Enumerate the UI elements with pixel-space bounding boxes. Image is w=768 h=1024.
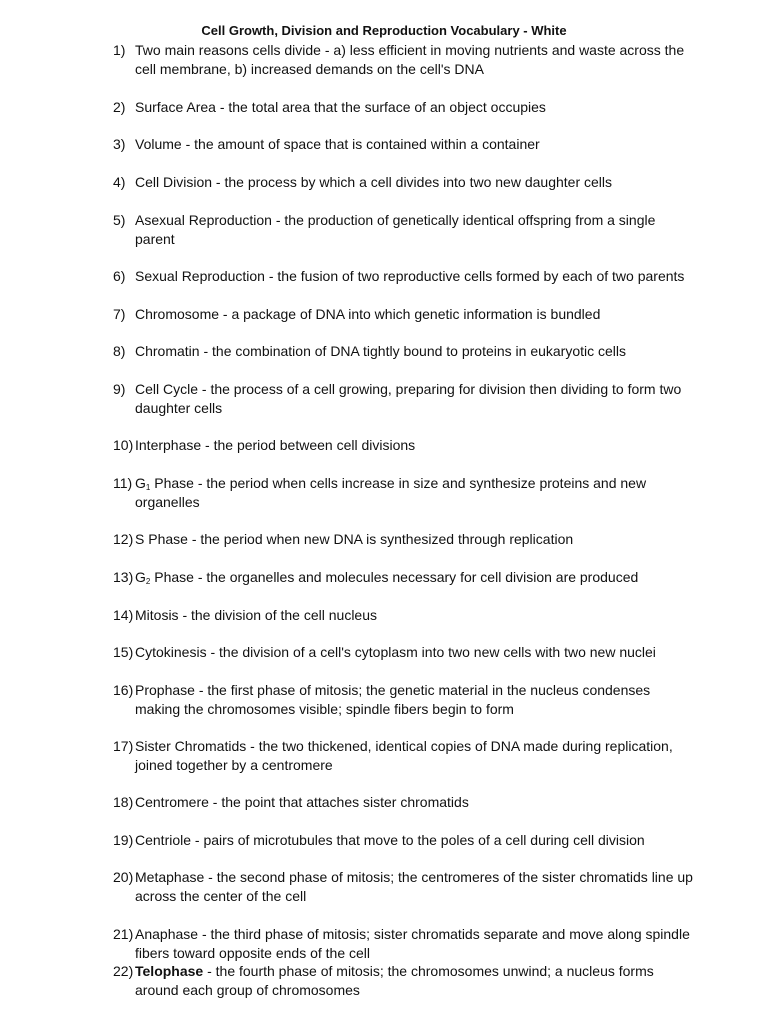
item-number: 1) [113,42,126,58]
item-number: 3) [113,136,126,152]
list-item [113,41,693,79]
item-text: Anaphase - the third phase of mitosis; sister chromatids separate and move along spindle fibers toward opposite ends of the cell [135,926,690,961]
item-number: 10) [113,437,134,453]
item-text: Metaphase - the second phase of mitosis; the centromeres of the sister chromatids line up across the center of the cell [135,869,693,904]
list-item [113,267,693,286]
list-item [113,962,693,1000]
list-item [113,380,693,418]
list-item [113,831,693,850]
list-item [113,211,693,249]
item-text: Sister Chromatids - the two thickened, identical copies of DNA made during replication, joined together by a centromere [135,738,673,773]
list-item [113,305,693,324]
list-item [113,868,693,906]
item-text: Two main reasons cells divide - a) less efficient in moving nutrients and waste across the cell membrane, b) increased demands on the cell's DNA [135,42,685,77]
list-item [113,474,693,512]
item-number: 6) [113,268,126,284]
item-number: 2) [113,99,126,115]
item-text: Interphase - the period between cell divisions [135,437,416,453]
list-item [113,342,693,361]
item-text [135,474,693,512]
item-text: Surface Area - the total area that the surface of an object occupies [135,99,546,115]
item-text: Centriole - pairs of microtubules that move to the poles of a cell during cell division [135,832,645,848]
item-number: 16) [113,682,134,698]
phase-subscript: 2 [145,577,151,586]
list-item [113,737,693,775]
item-text [135,568,693,587]
item-number: 4) [113,174,126,190]
item-definition: Phase - the organelles and molecules necessary for cell division are produced [150,569,639,585]
item-text: Cell Division - the process by which a cell divides into two new daughter cells [135,174,612,190]
list-item [113,925,693,963]
item-text: Centromere - the point that attaches sister chromatids [135,794,469,810]
item-number: 5) [113,212,126,228]
item-number: 9) [113,381,126,397]
item-number: 7) [113,306,126,322]
list-item [113,530,693,549]
item-text: Chromosome - a package of DNA into which genetic information is bundled [135,306,601,322]
item-number: 13) [113,569,134,585]
item-definition: - the fourth phase of mitosis; the chromosomes unwind; a nucleus forms around each group of chromosomes [135,963,654,998]
item-number: 22) [113,963,134,979]
item-number: 14) [113,607,134,623]
document-title: Cell Growth, Division and Reproduction Vocabulary - White [201,23,567,38]
item-text: S Phase - the period when new DNA is synthesized through replication [135,531,574,547]
list-item [113,436,693,455]
item-number: 15) [113,644,134,660]
item-number: 8) [113,343,126,359]
list-item [113,681,693,719]
list-item [113,606,693,625]
item-text: Asexual Reproduction - the production of genetically identical offspring from a single parent [135,212,656,247]
list-item [113,173,693,192]
item-text: Prophase - the first phase of mitosis; the genetic material in the nucleus condenses making the chromosomes visible; spindle fibers begin to form [135,682,651,717]
list-item [113,793,693,812]
list-item [113,98,693,117]
item-text: Chromatin - the combination of DNA tightly bound to proteins in eukaryotic cells [135,343,627,359]
item-text [135,962,693,1000]
item-text: Sexual Reproduction - the fusion of two reproductive cells formed by each of two parents [135,268,685,284]
item-text: Mitosis - the division of the cell nucleus [135,607,377,623]
item-text: Volume - the amount of space that is contained within a container [135,136,540,152]
item-number: 21) [113,926,134,942]
phase-subscript: 1 [145,483,151,492]
item-number: 17) [113,738,134,754]
item-text: Cell Cycle - the process of a cell growing, preparing for division then dividing to form two daughter cells [135,381,682,416]
item-definition: Phase - the period when cells increase in size and synthesize proteins and new organelles [135,475,647,510]
item-number: 19) [113,832,134,848]
item-term-bold: Telophase [135,963,204,979]
item-number: 18) [113,794,134,810]
list-item [113,135,693,154]
list-item [113,643,693,662]
phase-letter: G [135,569,146,585]
item-number: 20) [113,869,134,885]
phase-letter: G [135,475,146,491]
item-number: 11) [113,475,133,491]
list-item [113,568,693,587]
item-number: 12) [113,531,134,547]
item-text: Cytokinesis - the division of a cell's cytoplasm into two new cells with two new nuclei [135,644,656,660]
